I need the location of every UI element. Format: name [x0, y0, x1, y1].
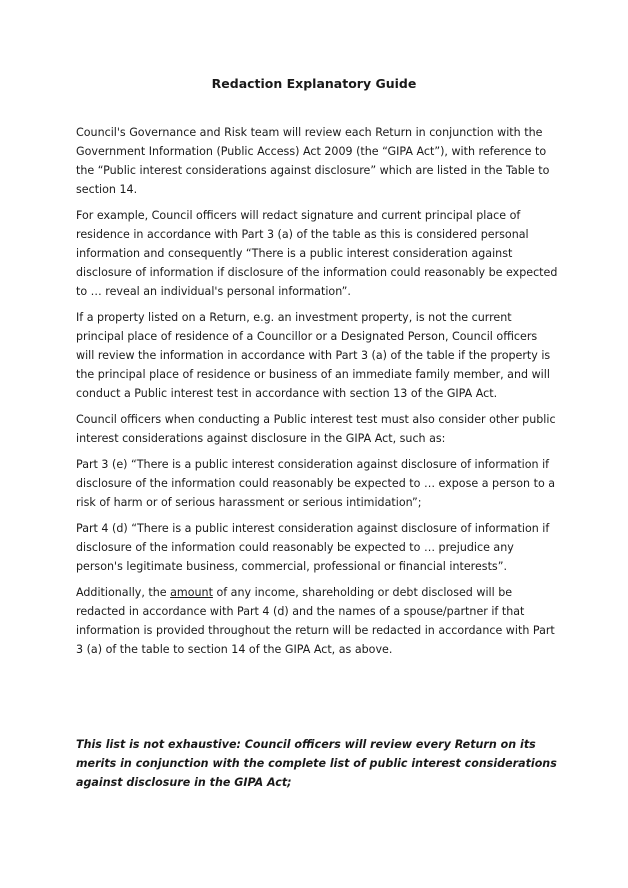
paragraph-public-interest-test: Council officers when conducting a Public interest test must also consider other public interest considerations against disclosure in the GIPA Act, such as: — [76, 413, 556, 445]
paragraph-part-4d: Part 4 (d) “There is a public interest consideration against disclosure of information if disclosure of the information could reasonably be expected to … prejudice any person's legitimate business, commercial, professional or financial interests”. — [76, 522, 550, 573]
additional-text-before: Additionally, the — [76, 586, 171, 599]
paragraph-review-intro: Council's Governance and Risk team will review each Return in conjunction with the Government Information (Public Access) Act 2009 (the “GIPA Act”), with reference to the “Public interest considerations against disclosure” which are listed in the Table to section 14. — [76, 126, 550, 196]
document-body — [76, 123, 558, 666]
additional-text-after: of any income, shareholding or debt disclosed will be redacted in accordance with Part 4 (d) and the names of a spouse/partner if that information is provided throughout the return will be redacted in accordance with Part 3 (a) of the table to section 14 of the GIPA Act, as above. — [76, 586, 555, 656]
amount-underlined-text: amount — [170, 586, 213, 599]
closing-note: This list is not exhaustive: Council officers will review every Return on its merits in conjunction with the complete list of public interest considerations against disclosure in the GIPA Act; — [76, 738, 557, 789]
paragraph-property-review: If a property listed on a Return, e.g. an investment property, is not the current principal place of residence of a Councillor or a Designated Person, Council officers will review the information in accordance with Part 3 (a) of the table if the property is the principal place of residence or business of an immediate family member, and will conduct a Public interest test in accordance with section 13 of the GIPA Act. — [76, 311, 551, 400]
document-title: Redaction Explanatory Guide — [211, 76, 417, 91]
paragraph-additionally — [76, 583, 558, 659]
paragraph-example-redaction: For example, Council officers will redact signature and current principal place of residence in accordance with Part 3 (a) of the table as this is considered personal information and consequently “There is a public interest consideration against disclosure of information if disclosure of the information could reasonably be expected to … reveal an individual's personal information”. — [76, 209, 558, 298]
paragraph-part-3e: Part 3 (e) “There is a public interest consideration against disclosure of information if disclosure of the information could reasonably be expected to … expose a person to a risk of harm or of serious harassment or serious intimidation”; — [76, 458, 556, 509]
